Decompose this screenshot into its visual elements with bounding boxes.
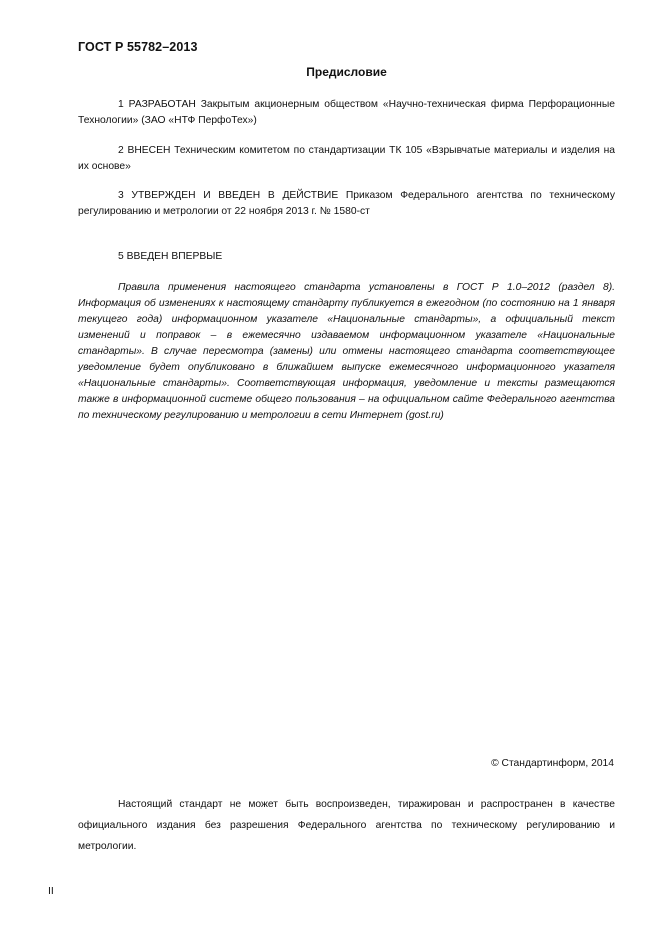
paragraph-approved: 3 УТВЕРЖДЕН И ВВЕДЕН В ДЕЙСТВИЕ Приказом Федерального агентства по техническому регулированию и метрологии от 22 ноября 2013 г. № 1580-ст	[78, 190, 615, 217]
page-number: II	[48, 885, 54, 897]
reproduction-notice: Настоящий стандарт не может быть воспроизведен, тиражирован и распространен в качестве официального издания без разрешения Федерального агентства по техническому регулированию и метрологии.	[78, 799, 615, 852]
paragraph-first-introduced: 5 ВВЕДЕН ВПЕРВЫЕ	[118, 251, 223, 262]
paragraph-developed: 1 РАЗРАБОТАН Закрытым акционерным обществом «Научно-техническая фирма Перфорационные Технологии» (ЗАО «НТФ ПерфоТех»)	[78, 99, 615, 126]
page-title	[0, 65, 661, 79]
paragraph-application-rules: Правила применения настоящего стандарта установлены в ГОСТ Р 1.0–2012 (раздел 8). Информация об изменениях к настоящему стандарту публикуется в ежегодном (по состоянию на 1 января текущего года) информационном указателе «Национальные стандарты», а официальный текст изменений и поправок – в ежемесячно издаваемом информационном указателе «Национальные стандарты». В случае пересмотра (замены) или отмены настоящего стандарта соответствующее уведомление будет опубликовано в ближайшем выпуске ежемесячного информационного указателя «Национальные стандарты». Соответствующая информация, уведомление и тексты размещаются также в информационной системе общего пользования – на официальном сайте Федерального агентства по техническому регулированию и метрологии в сети Интернет (gost.ru)	[78, 282, 615, 421]
paragraph-introduced: 2 ВНЕСЕН Техническим комитетом по стандартизации ТК 105 «Взрывчатые материалы и изделия на их основе»	[78, 145, 615, 172]
page-title-text: Предисловие	[306, 65, 387, 79]
copyright-notice: © Стандартинформ, 2014	[491, 758, 614, 769]
document-code: ГОСТ Р 55782–2013	[78, 40, 198, 54]
